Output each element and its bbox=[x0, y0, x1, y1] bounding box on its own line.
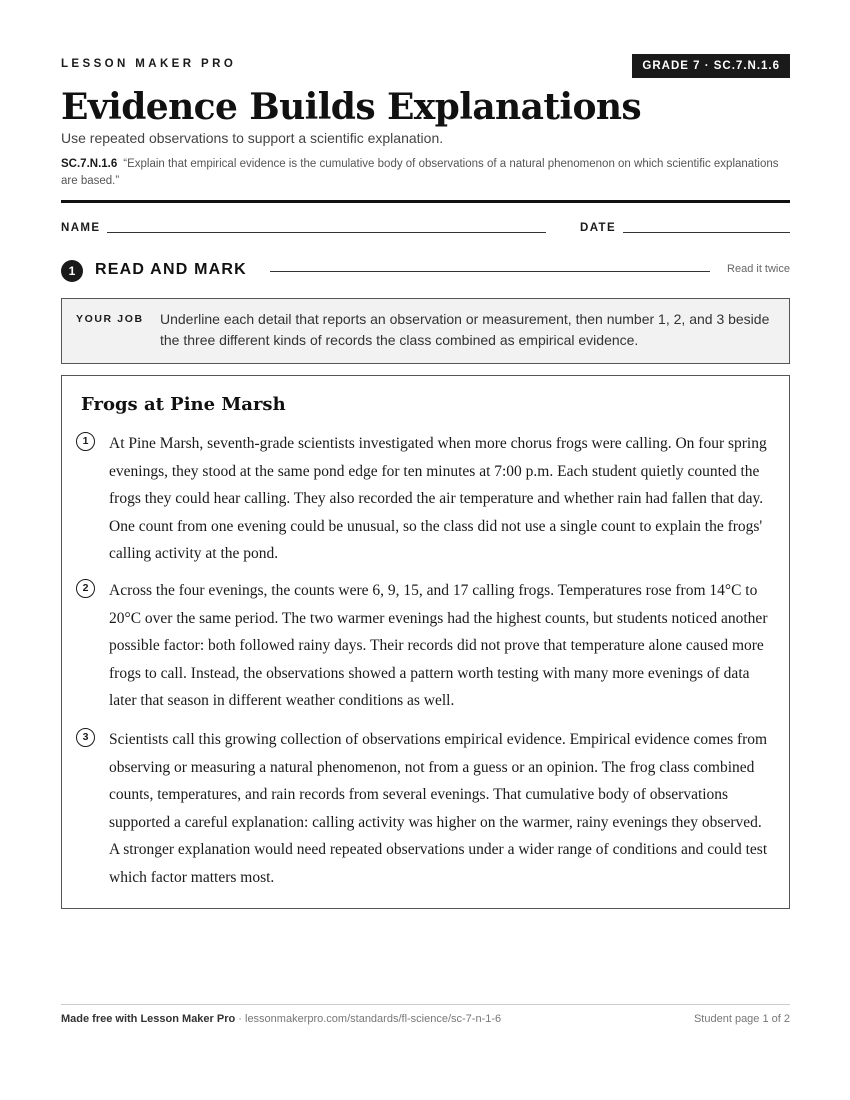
standard-text: “Explain that empirical evidence is the cumulative body of observations of a natural phenomenon on which scientific explanations are based.” bbox=[61, 158, 779, 187]
standard-statement bbox=[61, 156, 790, 190]
name-label: NAME bbox=[61, 222, 101, 234]
paragraph-text: Scientists call this growing collection of observations empirical evidence. Empirical evidence comes from observing or measuring a natural phenomenon, not from a guess or an opinion. The frog class combined counts, temperatures, and rain records from several evenings. That cumulative body of observations supported a careful explanation: calling activity was higher on the warmer, rainy evenings they observed. A stronger explanation would need repeated observations under a wider range of conditions and could test which factor matters most. bbox=[109, 731, 768, 886]
paragraph-number-badge: 3 bbox=[76, 728, 95, 747]
section-note: Read it twice bbox=[727, 263, 790, 275]
header-divider bbox=[61, 200, 790, 203]
page-subtitle: Use repeated observations to support a scientific explanation. bbox=[61, 130, 444, 146]
footer-page-number: Student page 1 of 2 bbox=[693, 1013, 790, 1025]
paragraph-number-badge: 2 bbox=[76, 579, 95, 598]
your-job-box bbox=[61, 298, 790, 364]
reading-passage bbox=[61, 375, 790, 909]
your-job-instructions: Underline each detail that reports an observation or measurement, then number 1, 2, and 3 beside the three different kinds of records the class combined as empirical evidence. bbox=[160, 311, 770, 348]
section-heading bbox=[61, 259, 790, 283]
step-number-badge: 1 bbox=[61, 260, 83, 282]
name-field[interactable] bbox=[107, 232, 546, 233]
grade-badge: GRADE 7 · SC.7.N.1.6 bbox=[632, 54, 790, 78]
date-label: DATE bbox=[580, 222, 617, 234]
footer-divider bbox=[61, 1004, 790, 1005]
paragraph-text: Across the four evenings, the counts were 6, 9, 15, and 17 calling frogs. Temperatures rose from 14°C to 20°C over the same period. The two warmer evenings had the highest counts, but students noticed another possible factor: both followed rainy days. Their records did not prove that temperature alone caused more frogs to call. Instead, the observations showed a pattern worth testing with many more evenings of data later that season in different weather conditions as well. bbox=[109, 582, 768, 709]
standard-code: SC.7.N.1.6 bbox=[61, 158, 118, 170]
page-title: Evidence Builds Explanations bbox=[61, 86, 642, 128]
passage-title: Frogs at Pine Marsh bbox=[81, 394, 286, 415]
footer-url: · lessonmakerpro.com/standards/fl-science/sc-7-n-1-6 bbox=[235, 1013, 502, 1025]
paragraph-text: At Pine Marsh, seventh-grade scientists investigated when more chorus frogs were calling. On four spring evenings, they stood at the same pond edge for ten minutes at 7:00 p.m. Each student quietly counted the frogs they could hear calling. They also recorded the air temperature and whether rain had fallen that day. One count from one evening could be unusual, so the class did not use a single count to explain the frogs' calling activity at the pond. bbox=[109, 435, 767, 562]
date-field[interactable] bbox=[623, 232, 790, 233]
footer-credit bbox=[61, 1013, 501, 1025]
brand-name: LESSON MAKER PRO bbox=[61, 58, 237, 70]
footer-made-with: Made free with Lesson Maker Pro bbox=[61, 1013, 236, 1025]
paragraph-number-badge: 1 bbox=[76, 432, 95, 451]
name-date-row bbox=[61, 222, 790, 236]
section-title: READ AND MARK bbox=[95, 261, 247, 278]
your-job-label: YOUR JOB bbox=[76, 313, 144, 325]
section-divider bbox=[270, 271, 710, 272]
